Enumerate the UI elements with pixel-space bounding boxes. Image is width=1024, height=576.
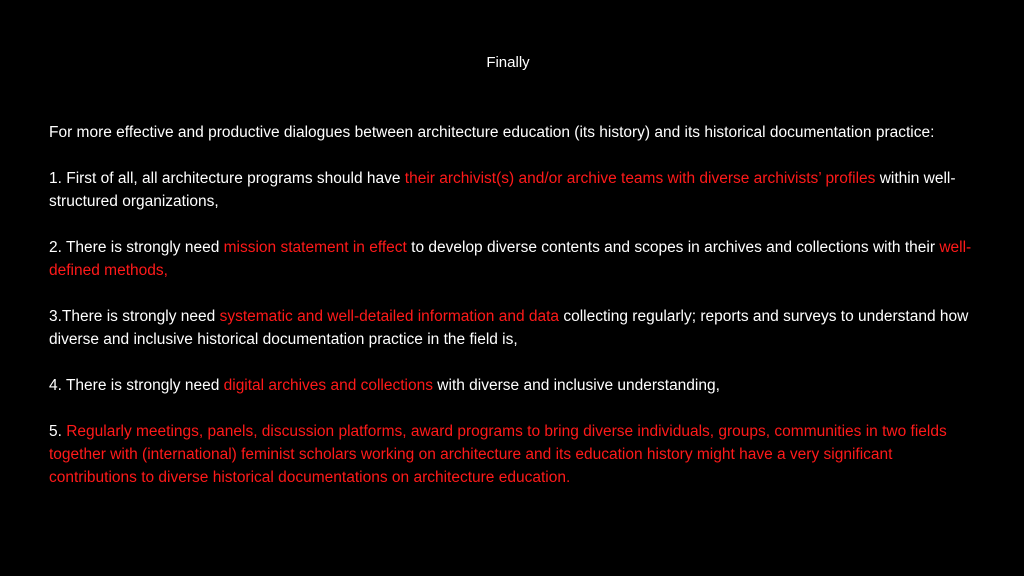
item-highlight: well-defined methods,	[49, 239, 972, 279]
intro-paragraph: For more effective and productive dialogues between architecture education (its history) and its historical documentation practice:	[49, 124, 935, 141]
item-highlight: systematic and well-detailed information and data	[219, 308, 560, 325]
recommendation-item-5	[49, 420, 979, 489]
item-text: 5.	[49, 423, 67, 440]
item-text: 2. There is strongly need	[49, 239, 224, 256]
item-highlight: mission statement in effect	[223, 239, 407, 256]
item-text: 1. First of all, all architecture programs should have	[49, 170, 405, 187]
recommendation-item-1	[49, 167, 979, 213]
item-text: within well-structured organizations,	[49, 170, 956, 210]
slide-body	[49, 121, 979, 512]
item-highlight: Regularly meetings, panels, discussion platforms, award programs to bring diverse individuals, groups, communities in two fields together with (international) feminist scholars working on architecture and its education history might have a very significant contributions to diverse historical documentations on architecture education.	[49, 423, 947, 486]
recommendation-item-3	[49, 305, 979, 351]
recommendation-item-2	[49, 236, 979, 282]
recommendation-item-4	[49, 374, 979, 397]
item-highlight: digital archives and collections	[223, 377, 433, 394]
item-text: collecting regularly; reports and surveys to understand how diverse and inclusive historical documentation practice in the field is,	[49, 308, 969, 348]
item-text: 4. There is strongly need	[49, 377, 224, 394]
slide-title: Finally	[486, 54, 530, 71]
item-highlight: their archivist(s) and/or archive teams with diverse archivists’ profiles	[404, 170, 876, 187]
item-text: to develop diverse contents and scopes in archives and collections with their	[406, 239, 940, 256]
item-text: 3.There is strongly need	[49, 308, 220, 325]
item-text: with diverse and inclusive understanding,	[433, 377, 720, 394]
